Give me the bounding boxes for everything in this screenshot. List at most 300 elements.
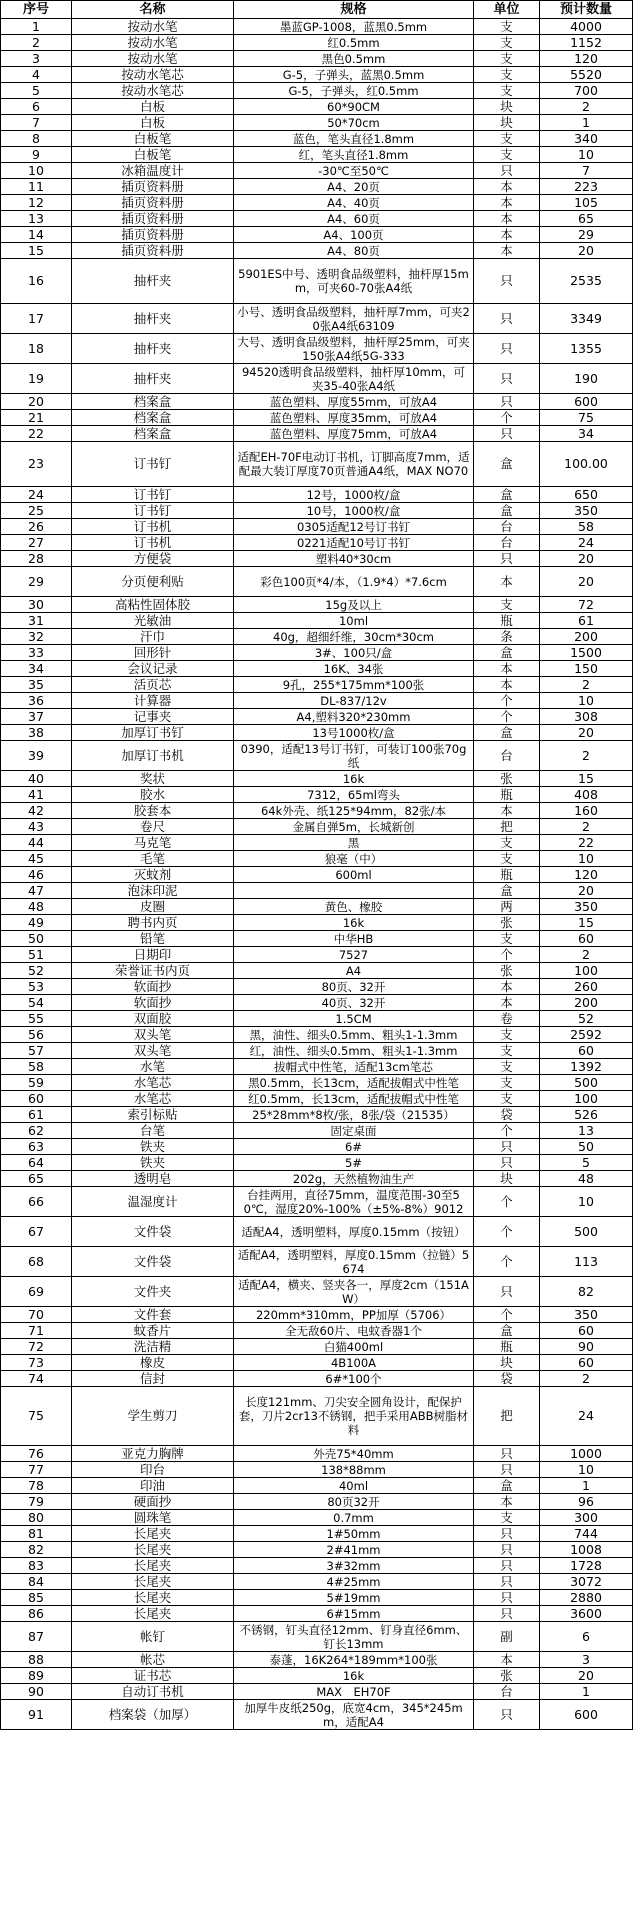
cell-specification: 2#41mm (234, 1542, 474, 1558)
cell-serial-number: 4 (1, 67, 72, 83)
cell-specification: 红0.5mm (234, 35, 474, 51)
cell-unit: 支 (474, 83, 540, 99)
cell-estimated-quantity: 82 (540, 1277, 633, 1307)
cell-specification: 小号、透明食品级塑料，抽杆厚7mm，可夹20张A4纸63109 (234, 304, 474, 334)
cell-specification: 白猫400ml (234, 1339, 474, 1355)
cell-estimated-quantity: 1392 (540, 1059, 633, 1075)
cell-estimated-quantity: 105 (540, 195, 633, 211)
table-row (1, 629, 633, 645)
cell-serial-number: 48 (1, 899, 72, 915)
cell-estimated-quantity: 308 (540, 709, 633, 725)
cell-estimated-quantity: 2880 (540, 1590, 633, 1606)
cell-serial-number: 69 (1, 1277, 72, 1307)
cell-serial-number: 37 (1, 709, 72, 725)
cell-unit: 支 (474, 851, 540, 867)
cell-item-name: 抽杆夹 (72, 304, 234, 334)
cell-specification: 黑，油性、细头0.5mm、粗头1-1.3mm (234, 1027, 474, 1043)
cell-item-name: 插页资料册 (72, 227, 234, 243)
cell-item-name: 长尾夹 (72, 1542, 234, 1558)
cell-specification: 拔帽式中性笔，适配13cm笔芯 (234, 1059, 474, 1075)
cell-estimated-quantity: 340 (540, 131, 633, 147)
table-row (1, 1059, 633, 1075)
cell-serial-number: 28 (1, 551, 72, 567)
cell-unit: 支 (474, 147, 540, 163)
cell-specification: 红，笔头直径1.8mm (234, 147, 474, 163)
cell-estimated-quantity: 1008 (540, 1542, 633, 1558)
cell-unit: 瓶 (474, 787, 540, 803)
table-row (1, 99, 633, 115)
cell-specification: A4、100页 (234, 227, 474, 243)
cell-unit: 只 (474, 1590, 540, 1606)
table-row (1, 995, 633, 1011)
cell-item-name: 橡皮 (72, 1355, 234, 1371)
cell-item-name: 印台 (72, 1462, 234, 1478)
cell-serial-number: 13 (1, 211, 72, 227)
table-row (1, 442, 633, 487)
table-row (1, 519, 633, 535)
cell-estimated-quantity: 2 (540, 99, 633, 115)
cell-unit: 盒 (474, 1323, 540, 1339)
cell-item-name: 插页资料册 (72, 179, 234, 195)
cell-item-name: 加厚订书钉 (72, 725, 234, 741)
cell-item-name: 荣誉证书内页 (72, 963, 234, 979)
table-row (1, 1542, 633, 1558)
cell-unit: 个 (474, 1247, 540, 1277)
cell-item-name: 日期印 (72, 947, 234, 963)
cell-estimated-quantity: 1 (540, 1684, 633, 1700)
cell-serial-number: 80 (1, 1510, 72, 1526)
table-row (1, 1075, 633, 1091)
cell-specification: 6# (234, 1139, 474, 1155)
table-row (1, 1387, 633, 1446)
cell-specification: 3#32mm (234, 1558, 474, 1574)
cell-estimated-quantity: 24 (540, 1387, 633, 1446)
table-row (1, 364, 633, 394)
cell-estimated-quantity: 700 (540, 83, 633, 99)
cell-estimated-quantity: 10 (540, 1462, 633, 1478)
cell-item-name: 插页资料册 (72, 195, 234, 211)
cell-item-name: 按动水笔 (72, 51, 234, 67)
cell-specification: G-5，子弹头，红0.5mm (234, 83, 474, 99)
cell-specification: 4B100A (234, 1355, 474, 1371)
table-row (1, 195, 633, 211)
cell-serial-number: 16 (1, 259, 72, 304)
header-estimated-quantity: 预计数量 (540, 1, 633, 19)
cell-specification: A4、80页 (234, 243, 474, 259)
cell-specification (234, 883, 474, 899)
cell-specification: 80页32开 (234, 1494, 474, 1510)
cell-estimated-quantity: 58 (540, 519, 633, 535)
cell-item-name: 圆珠笔 (72, 1510, 234, 1526)
cell-estimated-quantity: 200 (540, 629, 633, 645)
cell-estimated-quantity: 7 (540, 163, 633, 179)
header-item-name: 名称 (72, 1, 234, 19)
cell-specification: 138*88mm (234, 1462, 474, 1478)
table-row (1, 243, 633, 259)
cell-unit: 袋 (474, 1107, 540, 1123)
cell-estimated-quantity: 260 (540, 979, 633, 995)
cell-item-name: 文件套 (72, 1307, 234, 1323)
table-row (1, 613, 633, 629)
cell-item-name: 按动水笔 (72, 19, 234, 35)
cell-item-name: 铁夹 (72, 1139, 234, 1155)
cell-serial-number: 43 (1, 819, 72, 835)
cell-item-name: 毛笔 (72, 851, 234, 867)
cell-item-name: 方便袋 (72, 551, 234, 567)
cell-unit: 支 (474, 597, 540, 613)
cell-unit: 只 (474, 1700, 540, 1730)
cell-serial-number: 38 (1, 725, 72, 741)
cell-specification: 泰蓬，16K264*189mm*100张 (234, 1652, 474, 1668)
cell-unit: 只 (474, 304, 540, 334)
cell-specification: 6#15mm (234, 1606, 474, 1622)
cell-item-name: 订书机 (72, 519, 234, 535)
cell-item-name: 订书钉 (72, 503, 234, 519)
cell-specification: 5# (234, 1155, 474, 1171)
cell-item-name: 回形针 (72, 645, 234, 661)
cell-serial-number: 26 (1, 519, 72, 535)
cell-item-name: 长尾夹 (72, 1590, 234, 1606)
cell-item-name: 铁夹 (72, 1155, 234, 1171)
table-row (1, 1684, 633, 1700)
table-row (1, 1371, 633, 1387)
cell-serial-number: 64 (1, 1155, 72, 1171)
cell-serial-number: 63 (1, 1139, 72, 1155)
cell-estimated-quantity: 20 (540, 883, 633, 899)
cell-specification: G-5，子弹头，蓝黑0.5mm (234, 67, 474, 83)
table-row (1, 551, 633, 567)
cell-serial-number: 36 (1, 693, 72, 709)
table-row (1, 835, 633, 851)
cell-estimated-quantity: 1 (540, 115, 633, 131)
table-row (1, 410, 633, 426)
cell-item-name: 会议记录 (72, 661, 234, 677)
table-row (1, 677, 633, 693)
cell-estimated-quantity: 120 (540, 51, 633, 67)
cell-estimated-quantity: 15 (540, 771, 633, 787)
cell-item-name: 温湿度计 (72, 1187, 234, 1217)
cell-unit: 本 (474, 227, 540, 243)
cell-serial-number: 33 (1, 645, 72, 661)
cell-item-name: 证书芯 (72, 1668, 234, 1684)
cell-item-name: 汗巾 (72, 629, 234, 645)
cell-estimated-quantity: 10 (540, 1187, 633, 1217)
table-row (1, 1526, 633, 1542)
cell-serial-number: 40 (1, 771, 72, 787)
cell-specification: 4#25mm (234, 1574, 474, 1590)
cell-specification: 金属自弹5m，长城新创 (234, 819, 474, 835)
cell-item-name: 白板笔 (72, 131, 234, 147)
cell-item-name: 按动水笔 (72, 35, 234, 51)
table-row (1, 394, 633, 410)
cell-estimated-quantity: 29 (540, 227, 633, 243)
cell-item-name: 文件袋 (72, 1217, 234, 1247)
cell-specification: 适配A4，横夹、竖夹各一，厚度2cm（151AW） (234, 1277, 474, 1307)
cell-item-name: 档案盒 (72, 426, 234, 442)
cell-item-name: 灭蚊剂 (72, 867, 234, 883)
cell-estimated-quantity: 13 (540, 1123, 633, 1139)
table-row (1, 1323, 633, 1339)
cell-item-name: 自动订书机 (72, 1684, 234, 1700)
cell-unit: 支 (474, 1059, 540, 1075)
table-row (1, 1247, 633, 1277)
cell-serial-number: 10 (1, 163, 72, 179)
cell-item-name: 胶套本 (72, 803, 234, 819)
cell-item-name: 长尾夹 (72, 1526, 234, 1542)
cell-specification: A4、60页 (234, 211, 474, 227)
cell-item-name: 水笔 (72, 1059, 234, 1075)
cell-serial-number: 49 (1, 915, 72, 931)
cell-item-name: 白板 (72, 115, 234, 131)
cell-unit: 个 (474, 693, 540, 709)
cell-estimated-quantity: 20 (540, 1668, 633, 1684)
cell-item-name: 卷尺 (72, 819, 234, 835)
cell-specification: 黑色0.5mm (234, 51, 474, 67)
cell-item-name: 帐芯 (72, 1652, 234, 1668)
cell-unit: 支 (474, 1091, 540, 1107)
cell-unit: 个 (474, 1187, 540, 1217)
cell-unit: 条 (474, 629, 540, 645)
cell-specification: 10ml (234, 613, 474, 629)
cell-unit: 把 (474, 1387, 540, 1446)
cell-unit: 台 (474, 535, 540, 551)
cell-estimated-quantity: 300 (540, 1510, 633, 1526)
cell-estimated-quantity: 150 (540, 661, 633, 677)
cell-unit: 支 (474, 35, 540, 51)
cell-serial-number: 89 (1, 1668, 72, 1684)
cell-item-name: 计算器 (72, 693, 234, 709)
cell-unit: 支 (474, 1075, 540, 1091)
cell-item-name: 聘书内页 (72, 915, 234, 931)
cell-unit: 只 (474, 551, 540, 567)
cell-serial-number: 20 (1, 394, 72, 410)
cell-specification: 94520透明食品级塑料，抽杆厚10mm，可夹35-40张A4纸 (234, 364, 474, 394)
table-row (1, 1155, 633, 1171)
cell-unit: 支 (474, 67, 540, 83)
cell-estimated-quantity: 350 (540, 899, 633, 915)
cell-item-name: 索引标贴 (72, 1107, 234, 1123)
table-row (1, 1606, 633, 1622)
cell-estimated-quantity: 1500 (540, 645, 633, 661)
cell-unit: 袋 (474, 1371, 540, 1387)
cell-unit: 本 (474, 179, 540, 195)
cell-unit: 本 (474, 1652, 540, 1668)
cell-unit: 块 (474, 115, 540, 131)
cell-serial-number: 24 (1, 487, 72, 503)
cell-specification: 红，油性、细头0.5mm、粗头1-1.3mm (234, 1043, 474, 1059)
cell-specification: 台挂两用，直径75mm，温度范围-30至50℃，湿度20%-100%（±5%-8%）9012 (234, 1187, 474, 1217)
cell-unit: 支 (474, 1027, 540, 1043)
cell-serial-number: 86 (1, 1606, 72, 1622)
cell-specification: 长度121mm、刀尖安全圆角设计，配保护套，刀片2cr13不锈钢，把手采用ABB树脂材料 (234, 1387, 474, 1446)
cell-serial-number: 2 (1, 35, 72, 51)
cell-specification: 25*28mm*8枚/张，8张/袋（21535） (234, 1107, 474, 1123)
cell-serial-number: 1 (1, 19, 72, 35)
cell-estimated-quantity: 96 (540, 1494, 633, 1510)
cell-item-name: 抽杆夹 (72, 364, 234, 394)
cell-estimated-quantity: 3 (540, 1652, 633, 1668)
table-row (1, 1107, 633, 1123)
cell-estimated-quantity: 223 (540, 179, 633, 195)
cell-specification: 红0.5mm，长13cm，适配拔帽式中性笔 (234, 1091, 474, 1107)
cell-unit: 只 (474, 1526, 540, 1542)
cell-unit: 个 (474, 1307, 540, 1323)
table-row (1, 645, 633, 661)
table-row (1, 147, 633, 163)
cell-item-name: 档案盒 (72, 410, 234, 426)
cell-estimated-quantity: 1152 (540, 35, 633, 51)
cell-specification: 1#50mm (234, 1526, 474, 1542)
cell-serial-number: 6 (1, 99, 72, 115)
cell-serial-number: 7 (1, 115, 72, 131)
cell-item-name: 档案袋（加厚） (72, 1700, 234, 1730)
cell-estimated-quantity: 61 (540, 613, 633, 629)
cell-estimated-quantity: 20 (540, 243, 633, 259)
cell-serial-number: 25 (1, 503, 72, 519)
cell-specification: 40页、32开 (234, 995, 474, 1011)
cell-estimated-quantity: 20 (540, 551, 633, 567)
table-row (1, 334, 633, 364)
cell-item-name: 胶水 (72, 787, 234, 803)
cell-unit: 瓶 (474, 867, 540, 883)
cell-serial-number: 83 (1, 1558, 72, 1574)
cell-specification: 60*90CM (234, 99, 474, 115)
cell-estimated-quantity: 60 (540, 1355, 633, 1371)
table-row (1, 1700, 633, 1730)
cell-unit: 只 (474, 364, 540, 394)
table-row (1, 1339, 633, 1355)
cell-estimated-quantity: 1000 (540, 1446, 633, 1462)
cell-serial-number: 59 (1, 1075, 72, 1091)
cell-unit: 支 (474, 131, 540, 147)
cell-serial-number: 78 (1, 1478, 72, 1494)
cell-estimated-quantity: 744 (540, 1526, 633, 1542)
table-row (1, 931, 633, 947)
cell-specification: 适配A4，透明塑料，厚度0.15mm（按钮） (234, 1217, 474, 1247)
cell-item-name: 按动水笔芯 (72, 83, 234, 99)
cell-specification: A4、40页 (234, 195, 474, 211)
cell-serial-number: 70 (1, 1307, 72, 1323)
cell-item-name: 双头笔 (72, 1043, 234, 1059)
table-row (1, 227, 633, 243)
cell-specification: 6#*100个 (234, 1371, 474, 1387)
cell-specification: 狼毫（中） (234, 851, 474, 867)
header-unit: 单位 (474, 1, 540, 19)
cell-serial-number: 41 (1, 787, 72, 803)
cell-item-name: 长尾夹 (72, 1574, 234, 1590)
cell-item-name: 分页便利贴 (72, 567, 234, 597)
cell-estimated-quantity: 160 (540, 803, 633, 819)
cell-item-name: 印油 (72, 1478, 234, 1494)
table-row (1, 1478, 633, 1494)
cell-specification: 黄色、橡胶 (234, 899, 474, 915)
cell-unit: 本 (474, 243, 540, 259)
cell-specification: 9孔，255*175mm*100张 (234, 677, 474, 693)
cell-specification: 16k (234, 771, 474, 787)
table-row (1, 211, 633, 227)
cell-item-name: 皮圈 (72, 899, 234, 915)
cell-unit: 本 (474, 677, 540, 693)
table-row (1, 19, 633, 35)
cell-specification: 外壳75*40mm (234, 1446, 474, 1462)
cell-unit: 个 (474, 1217, 540, 1247)
cell-estimated-quantity: 190 (540, 364, 633, 394)
table-row (1, 83, 633, 99)
cell-serial-number: 47 (1, 883, 72, 899)
cell-serial-number: 71 (1, 1323, 72, 1339)
table-row (1, 693, 633, 709)
cell-item-name: 抽杆夹 (72, 259, 234, 304)
cell-unit: 本 (474, 995, 540, 1011)
cell-serial-number: 79 (1, 1494, 72, 1510)
cell-item-name: 订书机 (72, 535, 234, 551)
cell-item-name: 双面胶 (72, 1011, 234, 1027)
cell-unit: 只 (474, 1542, 540, 1558)
cell-specification: 40g，超细纤维，30cm*30cm (234, 629, 474, 645)
cell-estimated-quantity: 600 (540, 394, 633, 410)
cell-estimated-quantity: 120 (540, 867, 633, 883)
cell-item-name: 水笔芯 (72, 1091, 234, 1107)
cell-serial-number: 52 (1, 963, 72, 979)
cell-specification: 40ml (234, 1478, 474, 1494)
cell-estimated-quantity: 100 (540, 1091, 633, 1107)
cell-estimated-quantity: 3349 (540, 304, 633, 334)
header-specification: 规格 (234, 1, 474, 19)
cell-specification: 0221适配10号订书钉 (234, 535, 474, 551)
cell-specification: A4、20页 (234, 179, 474, 195)
cell-item-name: 铅笔 (72, 931, 234, 947)
cell-specification: 黑 (234, 835, 474, 851)
cell-item-name: 蚊香片 (72, 1323, 234, 1339)
cell-estimated-quantity: 50 (540, 1139, 633, 1155)
cell-serial-number: 9 (1, 147, 72, 163)
cell-serial-number: 14 (1, 227, 72, 243)
cell-specification: A4,塑料320*230mm (234, 709, 474, 725)
cell-specification: 蓝色塑料、厚度55mm，可放A4 (234, 394, 474, 410)
cell-estimated-quantity: 90 (540, 1339, 633, 1355)
table-row (1, 709, 633, 725)
table-row (1, 67, 633, 83)
cell-item-name: 软面抄 (72, 995, 234, 1011)
cell-unit: 个 (474, 709, 540, 725)
cell-serial-number: 21 (1, 410, 72, 426)
cell-unit: 只 (474, 1606, 540, 1622)
cell-estimated-quantity: 1355 (540, 334, 633, 364)
table-row (1, 1011, 633, 1027)
table-row (1, 535, 633, 551)
cell-serial-number: 42 (1, 803, 72, 819)
table-row (1, 487, 633, 503)
cell-estimated-quantity: 6 (540, 1622, 633, 1652)
cell-estimated-quantity: 60 (540, 931, 633, 947)
cell-item-name: 插页资料册 (72, 243, 234, 259)
header-row (1, 1, 633, 19)
cell-item-name: 学生剪刀 (72, 1387, 234, 1446)
cell-unit: 块 (474, 1171, 540, 1187)
table-row (1, 1043, 633, 1059)
cell-estimated-quantity: 350 (540, 503, 633, 519)
table-row (1, 1027, 633, 1043)
cell-unit: 盒 (474, 725, 540, 741)
cell-serial-number: 75 (1, 1387, 72, 1446)
table-row (1, 115, 633, 131)
cell-unit: 块 (474, 1355, 540, 1371)
cell-specification: 13号1000枚/盒 (234, 725, 474, 741)
cell-specification: 0305适配12号订书钉 (234, 519, 474, 535)
cell-unit: 瓶 (474, 613, 540, 629)
cell-estimated-quantity: 100.00 (540, 442, 633, 487)
table-row (1, 979, 633, 995)
